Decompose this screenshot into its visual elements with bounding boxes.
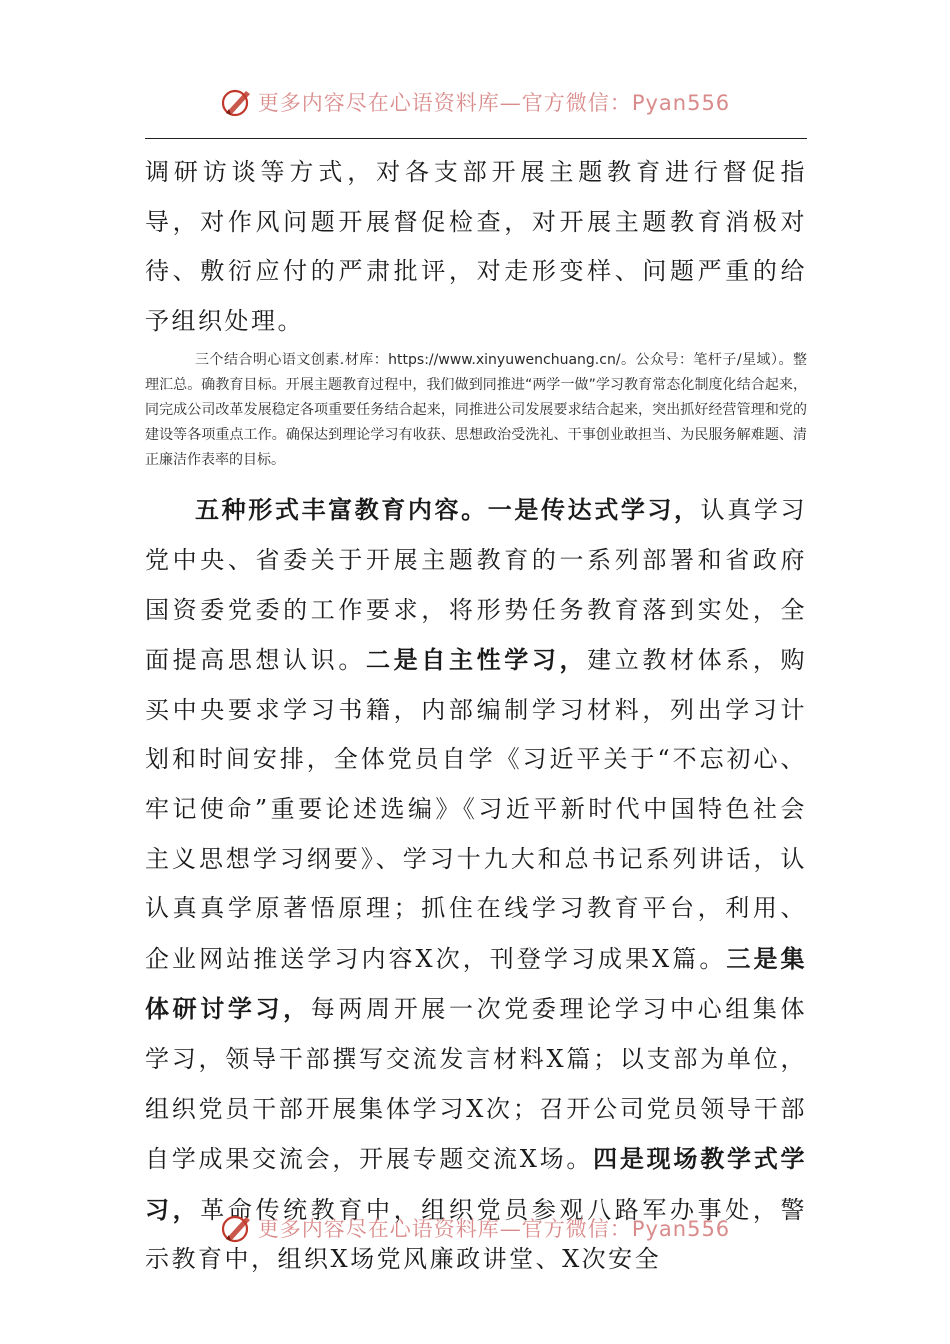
text-five-forms-1: 认真学习党中央、省委关于开展主题教育的一系列部署和省政府国资委党委的工作要求，将形势任务教育落到实处，全面提高思想认识。 [145,496,808,675]
heading-field-study: 四是现场教学式学习， [145,1144,807,1224]
heading-self-study: 二是自主性学习， [366,645,588,675]
paragraph-continued: 调研访谈等方式，对各支部开展主题教育进行督促指导，对作风问题开展督促检查，对开展主题教育消极对待、敷衍应付的严肃批评，对走形变样、问题严重的给予组织处理。 [145,158,807,335]
text-field-study: 革命传统教育中，组织党员参观八路军办事处，警示教育中，组织X场党风廉政讲堂、X次安全 [145,1195,808,1274]
document-body [145,148,807,1285]
footer-banner [0,1208,950,1248]
text-group-study: 每两周开展一次党委理论学习中心组集体学习，领导干部撰写交流发言材料X篇；以支部为单位，组织党员干部开展集体学习X次；召开公司党员领导干部自学成果交流会，开展专题交流X场。 [145,995,808,1174]
wechat-id: Pyan556 [631,1217,731,1241]
wechat-id: Pyan556 [631,91,731,115]
inserted-note: 三个结合明心语文创素.材库：https://www.xinyuwenchuang.cn/。公众号：笔杆子/星域）。整理汇总。确教育目标。开展主题教育过程中，我们做到同推进“两学一做”学习教育常态化制度化结合起来，同完成公司改革发展稳定各项重要任务结合起来，同推进公司发展要求结合起来，突出抓好经营管理和党的建设等各项重点工作。确保达到理论学习有收获、思想政治受洗礼、干事创业敢担当、为民服务解难题、清正廉洁作表率的目标。 [145,352,807,469]
header-banner [0,82,950,122]
paragraph-five-forms [145,485,807,1285]
pen-logo-icon [220,1211,254,1245]
header-divider [145,138,807,139]
heading-five-forms: 五种形式丰富教育内容。一是传达式学习， [195,495,701,525]
text-self-study: 建立教材体系，购买中央要求学习书籍，内部编制学习材料，列出学习计划和时间安排，全体党员自学《习近平关于“不忘初心、牢记使命”重要论述选编》《习近平新时代中国特色社会主义思想学习纲要》、学习十九大和总书记系列讲话，认认真真学原著悟原理；抓住在线学习教育平台，利用、企业网站推送学习内容X次，刊登学习成果X篇。 [145,646,808,973]
header-banner-text: 更多内容尽在心语资料库—官方微信：Pyan556 [257,91,731,115]
footer-banner-text: 更多内容尽在心语资料库—官方微信：Pyan556 [257,1217,731,1241]
heading-group-study: 三是集体研讨学习， [145,943,808,1024]
pen-logo-icon [220,85,254,119]
